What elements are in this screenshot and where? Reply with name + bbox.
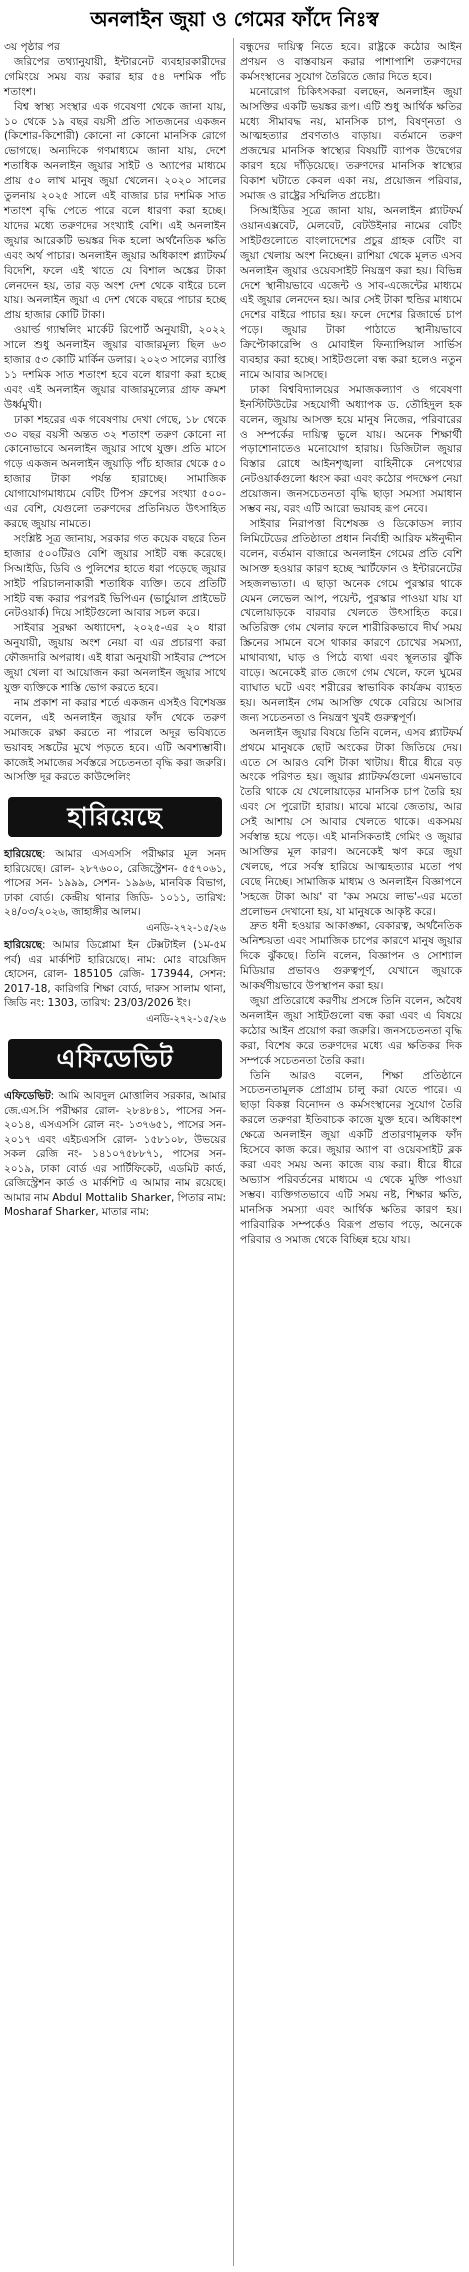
notice-label: এফিডেভিট [4, 1090, 51, 1103]
right-column [240, 40, 462, 1247]
continuation-note: ৩য় পৃষ্ঠার পর [4, 41, 60, 53]
notice-text: : আমি আবদুল মোত্তালিব সরকার, আমার জে.এস.সি পরীক্ষার রোল- ২৮৪৮৪১, পাসের সন- ২০১৪, এসএসসি রোল নং- ১৩৭৬৫১, পাসের সন- ২০১৭ এবং এইচএসসি রোল- ১৫৮১০৮, উভয়ের সকল রেজি নং- ১৪১০৭৫৮৮৭১, পাসের সন- ২০১৯, ঢাকা বোর্ড এর সার্টিফিকেট, এডমিট কার্ড, রেজিস্ট্রেশন কার্ড ও মার্কশিট এ আমার নাম রয়েছে। আমার নাম Abdul Mottalib Sharker, পিতার নাম: Mosharaf Sharker, মাতার নাম: [4, 1090, 226, 1219]
article-paragraph: বন্ধুদের দায়িত্ব নিতে হবে। রাষ্ট্রকে কঠোর আইন প্রণয়ন ও বাস্তবায়ন করার পাশাপাশি তরুণদের কর্মসংস্থানের সুযোগ তৈরিতে জোর দিতে হবে। [240, 41, 462, 83]
notice-ref: এনডি-২৭২-১৫/২৬ [146, 1013, 226, 1025]
column-divider [233, 38, 234, 2266]
affidavit-notice [4, 1089, 226, 1220]
notice-text: : আমার এসএসসি পরীক্ষার মূল সনদ হারিয়েছে। রোল- ২৮৭৬০০, রেজিস্ট্রেশন- ৫৫৭০৬১, পাসের সন- ১৯৯৯, সেশন- ১৯৯৬, মানবিক বিভাগ, ঢাকা বোর্ড। কেন্দ্রীয় থানার জিডি- ১০১১, তারিখ: ২৪/০৩/২০২৬, জাহাঙ্গীর আলম। [4, 848, 226, 919]
article-paragraph: ওয়ার্ল্ড গ্যাম্বলিং মার্কেট রিপোর্ট অনুযায়ী, ২০২২ সালে শুধু অনলাইন জুয়ার বাজারমূল্য ছিল ৬৩ হাজার ৫৩ কোটি মার্কিন ডলার। ২০২৩ সালের ব্যাপ্তি ১১ দশমিক সাত শতাংশ হবে বলে ধারণা করা হচ্ছে এবং এই অনলাইন জুয়ার বাজারমূল্যের গ্রাফ ক্রমশ উর্ধ্বমুখী। [4, 324, 226, 411]
article-paragraph: সাইবার সুরক্ষা অধ্যাদেশ, ২০২৫-এর ২০ ধারা অনুযায়ী, জুয়ায় অংশ নেয়া বা এর প্রচারণা করা ফৌজদারি অপরাধ। এই ধারা অনুযায়ী সাইবার স্পেসে জুয়া খেলা বা আয়োজন করা অনলাইন জুয়ার সাথে যুক্ত ব্যক্তিকে শাস্তি ভোগ করতে হবে। [4, 622, 226, 694]
notice-label: হারিয়েছে [4, 939, 42, 952]
left-column [4, 40, 226, 1220]
affidavit-banner: এফিডেভিট [8, 1039, 222, 1079]
lost-banner: হারিয়েছে [8, 797, 222, 837]
article-paragraph: ঢাকা বিশ্ববিদ্যালয়ের সমাজকল্যাণ ও গবেষণা ইনস্টিটিউটের সহযোগী অধ্যাপক ড. তৌহিদুল হক বলেন, জুয়ায় আসক্ত হয়ে মানুষ নিজের, পরিবারের ও সম্পর্কের দায়িত্ব ভুলে যায়। অনেক শিক্ষার্থী পড়াশোনাতেও মনোযোগ হারায়। ডিজিটাল জুয়ার বিস্তার রোধে আইনশৃঙ্খলা বাহিনীকে নেপথ্যের নেটওয়ার্কগুলো ধ্বংস করা এবং কঠোর পদক্ষেপ নেয়া প্রয়োজন। জনসচেতনতা বৃদ্ধি ছাড়া সমস্যা সমাধান সম্ভব নয়, বরং এটি আরো ভয়াবহ রূপ নেবে। [240, 383, 462, 516]
article-paragraph: মনোরোগ চিকিৎসকরা বলছেন, অনলাইন জুয়া আসক্তির একটি ভয়ঙ্কর রূপ। এটি শুধু আর্থিক ক্ষতির মধ্যে সীমাবদ্ধ নয়, মানসিক চাপ, বিষণ্নতা ও আত্মহত্যার প্রবণতাও বাড়ায়। বর্তমানে তরুণ প্রজন্মের মানসিক স্বাস্থ্যের বিষয়টি ব্যাপক উদ্বেগের কারণ হয়ে দাঁড়িয়েছে। তরুণদের মানসিক স্বাস্থ্যের বিকাশ ঘটাতে কেবল একা নয়, প্রয়োজন পরিবার, সমাজ ও রাষ্ট্রের সম্মিলিত প্রচেষ্টা। [240, 85, 462, 203]
article-paragraph: বিশ্ব স্বাস্থ্য সংস্থার এক গবেষণা থেকে জানা যায়, ১০ থেকে ১৯ বছর বয়সী প্রতি সাতজনের একজন (কিশোর-কিশোরী) কোনো না কোনো মানসিক রোগে ভোগছে। অন্যদিকে গণমাধ্যমে জানা যায়, দেশে শতাধিক অনলাইন জুয়ার সাইট ও অ্যাপের মাধ্যমে প্রায় ৫০ লাখ মানুষ জুয়া খেলেন। ২০২০ সালের তুলনায় ২০২৫ সালে এই বাজার চার দশমিক সাত শতাংশ বৃদ্ধি পেতে পারে বলে ধারণা করা হচ্ছে। যাদের মধ্যে তরুণদের সংখ্যাই বেশি। এই অনলাইন জুয়ার আরেকটি ভয়ঙ্কর দিক হলো অর্থনৈতিক ক্ষতি এবং অর্থ পাচার। অনলাইন জুয়ার অধিকাংশ প্ল্যাটফর্ম বিদেশি, ফলে এই খাতে যে বিশাল অঙ্কের টাকা লেনদেন হয়, তার বড় অংশ দেশ থেকে বাইরে চলে যায়। অনলাইন জুয়া এ দেশ থেকে বছরে পাচার হচ্ছে প্রায় হাজার কোটি টাকা। [4, 100, 226, 322]
article-paragraph: সংশ্লিষ্ট সূত্র জানায়, সরকার গত কয়েক বছরে তিন হাজার ৫০০টিরও বেশি জুয়ার সাইট বন্ধ করেছে। সিআইডি, ডিবি ও পুলিশের হাতে ধরা পড়েছে জুয়ার সাইট পরিচালনাকারী শতাধিক ব্যক্তি। তবে প্রতিটি সাইট বন্ধ করার পরপরই ভিপিএন (ভার্চুয়াল প্রাইভেট নেটওয়ার্ক) দিয়ে সাইটগুলো আবার সচল করে। [4, 532, 226, 620]
article-paragraph: সিআইডির সূত্রে জানা যায়, অনলাইন প্ল্যাটফর্ম ওয়ানএক্সবেট, মেলবেট, বেটউইনার নামের বেটিং সাইটগুলোতে বাংলাদেশের প্রচুর গ্রাহক বেটিং বা জুয়া খেলায় অংশ নিচ্ছেন। রাশিয়া থেকে মূলত এসব অনলাইন জুয়ার ওয়েবসাইট নিয়ন্ত্রণ করা হয়। বিভিন্ন দেশে স্থানীয়ভাবে এজেন্ট ও সাব-এজেন্টের মাধ্যমে এই জুয়ার লেনদেন হয়। আর সেই টাকা হুন্ডির মাধ্যমে দেশের বাইরে পাচার হয়। ফলে দেশের রিজার্ভে চাপ পড়ে। জুয়ার টাকা পাঠাতে স্থানীয়ভাবে ক্রিপ্টোকারেন্সি ও মোবাইল ফিন্যান্সিয়াল সার্ভিস ব্যবহার করা হচ্ছে। সাইটগুলো বন্ধ করা হলেও নতুন নামে আবার আসছে। [240, 204, 462, 381]
article-paragraph: সাইবার নিরাপত্তা বিশেষজ্ঞ ও ডিকোডস ল্যাব লিমিটেডের প্রতিষ্ঠাতা প্রধান নির্বাহী আরিফ মঈনুদ্দীন বলেন, বর্তমান বাজারে অনলাইন গেমের প্রতি বেশি আসক্ত হওয়ার কারণ হচ্ছে স্মার্টফোন ও ইন্টারনেটের সহজলভ্যতা। এ ছাড়া অনেক গেমে পুরস্কার থাকে যেমন লেভেল আপ, পয়েন্ট, পুরস্কার পাওয়া যায় যা খেলোয়াড়কে বারবার খেলতে উৎসাহিত করে। অতিরিক্ত গেম খেলার ফলে শারীরিকভাবে দীর্ঘ সময় স্ক্রিনের সামনে বসে থাকার কারণে চোখের সমস্যা, মাথাব্যথা, ঘাড় ও পিঠে ব্যথা এবং স্থূলতার ঝুঁকি বাড়ে। অনেকেই রাত জেগে গেম খেলে, ফলে ঘুমের ব্যাঘাত ঘটে এবং শরীরের স্বাভাবিক কার্যক্রম ব্যাহত হয়। অনলাইন গেম আসক্তি থেকে বেরিয়ে আসার জন্য সচেতনতা ও নিয়ন্ত্রণ খুবই গুরুত্বপূর্ণ। [240, 518, 462, 724]
article-paragraph: জরিপের তথ্যানুযায়ী, ইন্টারনেট ব্যবহারকারীদের গেমিংয়ে সময় ব্যয় করার হার ৫৪ দশমিক পাঁচ শতাংশ। [4, 55, 226, 98]
notice-label: হারিয়েছে [4, 848, 42, 861]
article-paragraph: অনলাইন জুয়ার বিষয়ে তিনি বলেন, এসব প্ল্যাটফর্ম প্রথমে মানুষকে ছোট অংকের টাকা জিতিয়ে দেয়। এতে সে আরও বেশি টাকা খাটায়। ধীরে ধীরে বড় অংকে পরিণত হয়। জুয়ার প্ল্যাটফর্মগুলো এমনভাবে তৈরি থাকে যে খেলোয়াড়ের মানসিক চাপ তৈরি হয় এবং সে পুরোটা হারায়। মাঝে মাঝে জেতায়, আর সেই আশায় সে আবার খেলতে থাকে। একসময় সর্বস্বান্ত হয়ে পড়ে। এই মানসিকতাই গেমিং ও জুয়ার আসক্তির মূল কারণ। অনেকেই ঋণ করে জুয়া খেলছে, পরে সর্বস্ব হারিয়ে আত্মহত্যার মতো পথ বেছে নিচ্ছে। সামাজিক মাধ্যম ও অনলাইন বিজ্ঞাপনে 'সহজে টাকা আয়' বা 'কম সময়ে লাভ'-এর মতো প্রলোভন দেখানো হয়, যা মানুষকে আকৃষ্ট করে। [240, 726, 462, 918]
article-paragraph: তিনি আরও বলেন, শিক্ষা প্রতিষ্ঠানে সচেতনতামূলক প্রোগ্রাম চালু করা যেতে পারে। এ ছাড়া বিকল্প বিনোদন ও কর্মসংস্থানের সুযোগ তৈরি করলে তরুণরা ইতিবাচক কাজে যুক্ত হবে। অধিকাংশ ক্ষেত্রে অনলাইন জুয়া একটি প্রতারণামূলক ফাঁদ হিসেবে কাজ করে। জুয়ার অ্যাপ বা ওয়েবসাইট ব্লক করা এবং সময় অন্য কাজে ব্যয় করা। ধীরে ধীরে অভ্যাস পরিবর্তনের মাধ্যমে এ থেকে মুক্তি পাওয়া সম্ভব। ব্যক্তিগতভাবে এটি সময় নষ্ট, শিক্ষার ক্ষতি, মানসিক সমস্যা এবং আর্থিক ক্ষতির কারণ হয়। পারিবারিক সম্পর্কেও বিরূপ প্রভাব পড়ে, অনেকে পরিবার ও সমাজ থেকে বিচ্ছিন্ন হয়ে যায়। [240, 1069, 462, 1246]
lost-notice [4, 938, 226, 1027]
article-paragraph: নাম প্রকাশ না করার শর্তে একজন এসইও বিশেষজ্ঞ বলেন, এই অনলাইন জুয়ার ফাঁদ থেকে তরুণ সমাজকে রক্ষা করতে না পারলে অদূর ভবিষ্যতে ভয়াবহ সঙ্কটের মুখে পড়তে হবে। এটি অবশ্যম্ভাবী। কাজেই সমাজের সর্বস্তরে সচেতনতা বৃদ্ধি করা জরুরি। আসক্তি দূর করতে কাউন্সেলিং [4, 696, 226, 784]
headline: অনলাইন জুয়া ও গেমের ফাঁদে নিঃস্ব [90, 7, 379, 31]
lost-notice [4, 847, 226, 936]
article-paragraph: ঢাকা শহরের এক গবেষণায় দেখা গেছে, ১৮ থেকে ৩০ বছর বয়সী অন্তত ৩২ শতাংশ তরুণ কোনো না কোনোভাবে অনলাইন জুয়ার সাথে যুক্ত। প্রতি মাসে গড়ে একজন অনলাইন জুয়াড়ি পাঁচ হাজার থেকে ৫০ হাজার টাকা পর্যন্ত হারাচ্ছে। সামাজিক যোগাযোগমাধ্যমে বেটিং টিপস গ্রুপের সংখ্যা ৫০০-এর বেশি, যেগুলো তরুণদের প্রতিনিয়ত উৎসাহিত করছে জুয়ায় নামতে। [4, 413, 226, 530]
notice-ref: এনডি-২৭২-১৫/২৬ [146, 922, 226, 934]
article-paragraph: দ্রুত ধনী হওয়ার আকাঙ্ক্ষা, বেকারত্ব, অর্থনৈতিক অনিশ্চয়তা এবং সামাজিক চাপের কারণে মানুষ জুয়ার দিকে ঝুঁকছে। তিনি বলেন, বিজ্ঞাপন ও সোশ্যাল মিডিয়ার প্রভাবও গুরুত্বপূর্ণ, যেখানে জুয়াকে আকর্ষণীয়ভাবে উপস্থাপন করা হয়। [240, 920, 462, 993]
article-paragraph: জুয়া প্রতিরোধে করণীয় প্রসঙ্গে তিনি বলেন, অবৈধ অনলাইন জুয়া সাইটগুলো বন্ধ করা এবং এ বিষয়ে কঠোর আইন প্রয়োগ করা জরুরি। জনসচেতনতা বৃদ্ধি করা, বিশেষ করে তরুণদের মধ্যে এর ক্ষতিকর দিক সম্পর্কে সচেতনতা তৈরি করা। [240, 995, 462, 1067]
notice-text: : আমার ডিপ্লোমা ইন টেক্সটাইল (১ম-৫ম পর্ব) এর মার্কশিট হারিয়েছে। নাম: মোঃ বায়েজিদ হোসেন, রোল- 185105 রেজি- 173944, সেশন: 2017-18, কারিগরি শিক্ষা বোর্ড, দারুস সালাম থানা, জিডি নং: 1303, তারিখ: 23/03/2026 ইং। [4, 939, 226, 1010]
